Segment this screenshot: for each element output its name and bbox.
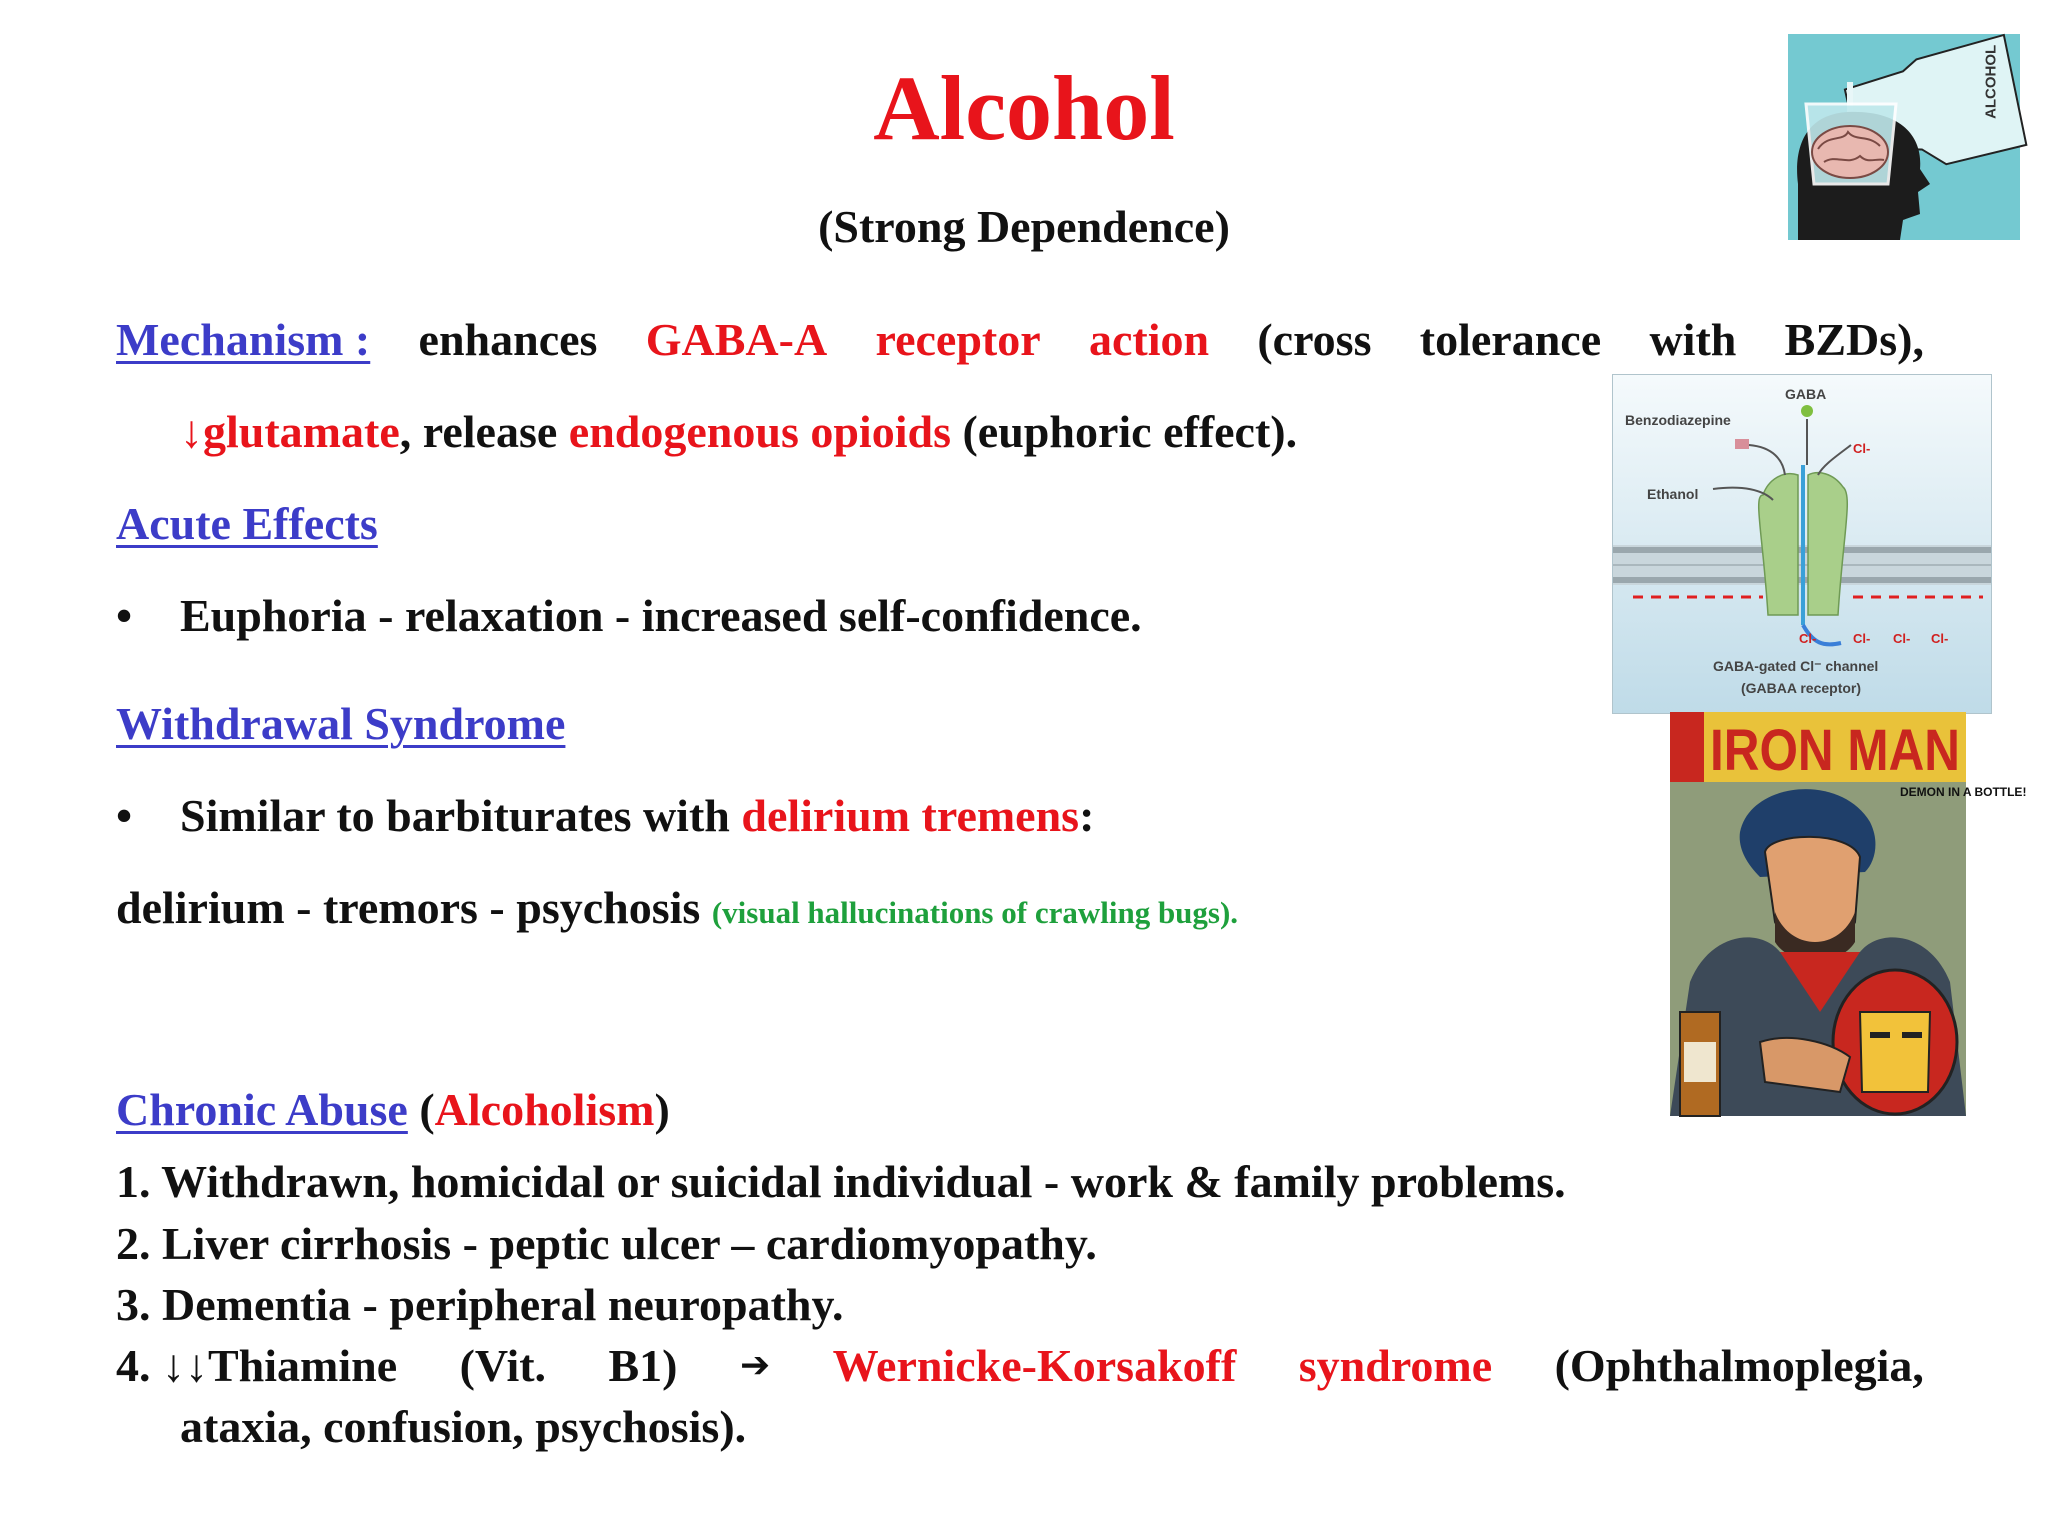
wernicke-text: Wernicke-Korsakoff <box>832 1340 1237 1391</box>
benzo-label: Benzodiazepine <box>1625 412 1731 428</box>
cl-label: Cl- <box>1853 631 1871 646</box>
comic-title: IRON MAN <box>1710 718 1960 783</box>
diagram-caption: GABA-gated Cl⁻ channel <box>1713 658 1879 674</box>
glutamate-text: ↓glutamate <box>180 406 400 457</box>
item4-text: B1) <box>608 1340 678 1391</box>
acute-effects-text: Euphoria - relaxation - increased self-confidence. <box>180 590 1142 641</box>
withdrawal-heading: Withdrawal Syndrome <box>116 698 566 749</box>
mechanism-text: (euphoric effect). <box>950 406 1298 457</box>
bullet-icon: • <box>116 590 133 641</box>
withdrawal-text: : <box>1079 790 1095 841</box>
chronic-item-4-continued: ataxia, confusion, psychosis). <box>180 1401 747 1452</box>
chronic-abuse-heading: Chronic Abuse <box>116 1084 408 1135</box>
cl-label: Cl- <box>1853 441 1871 456</box>
opioids-text: endogenous opioids <box>568 406 951 457</box>
paren: ( <box>407 1084 435 1135</box>
hallucinations-note: (visual hallucinations of crawling bugs). <box>711 895 1239 930</box>
symptoms-text: delirium - tremors - psychosis <box>116 882 712 933</box>
mechanism-word: receptor <box>875 314 1041 365</box>
mechanism-word: enhances <box>418 314 598 365</box>
chronic-item-2: 2. Liver cirrhosis - peptic ulcer – cardiomyopathy. <box>116 1218 1097 1269</box>
iron-man-comic-image <box>1670 712 2027 1116</box>
mechanism-heading: Mechanism : <box>116 314 371 365</box>
cl-label: Cl- <box>1931 631 1949 646</box>
item4-text: 4. ↓↓Thiamine <box>116 1340 398 1391</box>
mechanism-line-2 <box>180 402 1297 462</box>
chronic-item-4 <box>116 1336 1924 1396</box>
mechanism-word: tolerance <box>1419 314 1602 365</box>
acute-effects-heading: Acute Effects <box>116 498 378 549</box>
page-title: Alcohol <box>873 57 1175 159</box>
chronic-abuse-heading-line <box>116 1080 670 1140</box>
item4-text: (Vit. <box>459 1340 547 1391</box>
bottle-label: ALCOHOL <box>1982 44 2000 119</box>
mechanism-word: with <box>1649 314 1737 365</box>
mechanism-word: BZDs), <box>1784 314 1924 365</box>
alcoholism-text: Alcoholism <box>434 1084 655 1135</box>
chronic-item-1: 1. Withdrawn, homicidal or suicidal individual - work & family problems. <box>116 1156 1566 1207</box>
mechanism-word: GABA-A <box>645 314 828 365</box>
ethanol-label: Ethanol <box>1647 486 1699 502</box>
mechanism-word: (cross <box>1257 314 1372 365</box>
comic-tagline: DEMON IN A BOTTLE! <box>1900 785 2027 799</box>
gaba-receptor-diagram <box>1612 374 1992 714</box>
syndrome-text: syndrome <box>1298 1340 1493 1391</box>
gaba-label: GABA <box>1785 386 1827 402</box>
diagram-caption: (GABAA receptor) <box>1741 680 1862 696</box>
alcohol-brain-image <box>1788 34 2020 240</box>
cl-label: Cl- <box>1799 631 1817 646</box>
paren: ) <box>654 1084 670 1135</box>
mechanism-word: action <box>1088 314 1210 365</box>
mechanism-text: , release <box>399 406 569 457</box>
withdrawal-symptoms-line <box>116 878 1238 943</box>
cl-label: Cl- <box>1893 631 1911 646</box>
chronic-item-3: 3. Dementia - peripheral neuropathy. <box>116 1279 844 1330</box>
arrow-icon: ➔ <box>739 1345 771 1386</box>
withdrawal-text: Similar to barbiturates with <box>180 790 742 841</box>
page-subtitle: (Strong Dependence) <box>818 201 1230 252</box>
delirium-tremens-text: delirium tremens <box>741 790 1080 841</box>
withdrawal-bullet <box>116 786 1094 846</box>
bullet-icon: • <box>116 790 133 841</box>
acute-effects-bullet <box>116 586 1142 646</box>
item4-text: (Ophthalmoplegia, <box>1554 1340 1924 1391</box>
mechanism-line <box>116 310 1924 370</box>
